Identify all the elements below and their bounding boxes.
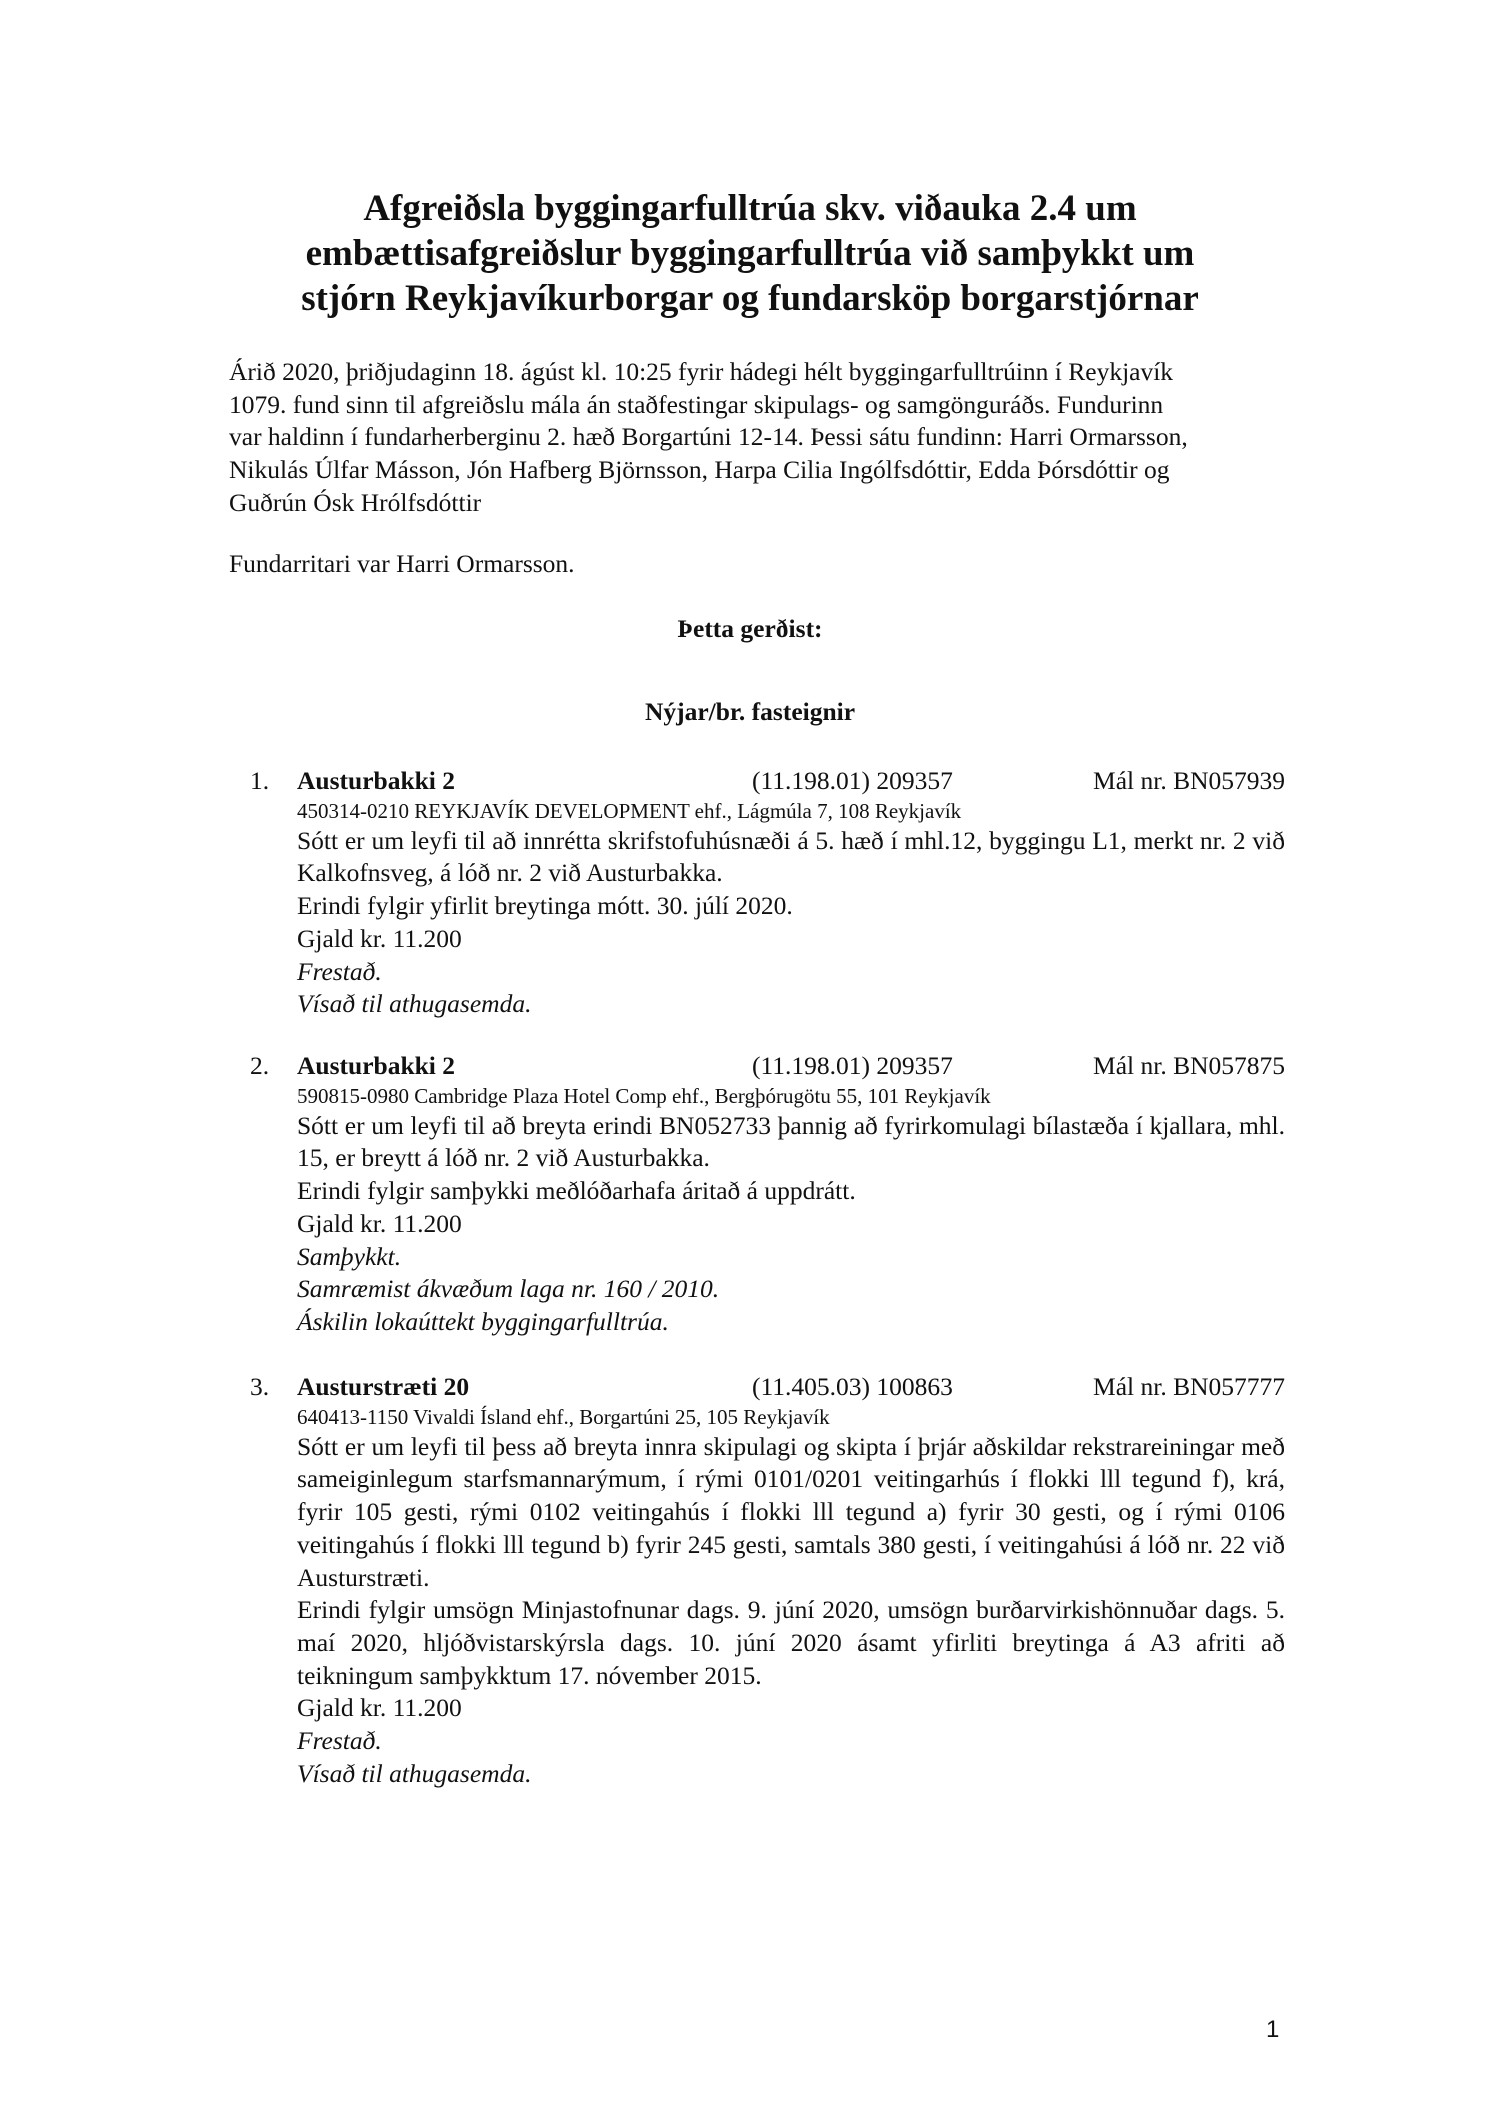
title-line: Afgreiðsla byggingarfulltrúa skv. viðauka 2.4 um [363,188,1137,229]
attachments: Erindi fylgir umsögn Minjastofnunar dags. 9. júní 2020, umsögn burðarvirkishönnuðar dags. 5. maí 2020, hljóðvistarskýrsla dags. 10. júní 2020 ásamt yfirliti breytinga á A3 afriti að teikningum samþykktum 17. nóvember 2015. [297,1595,1285,1690]
decision: Samþykkt. [297,1241,402,1271]
property-name: Austurbakki 2 [297,1051,456,1080]
intro-line: Guðrún Ósk Hrólfsdóttir [229,487,482,517]
item-number: 1. [250,766,270,795]
applicant: 640413-1150 Vivaldi Ísland ehf., Borgartúni 25, 105 Reykjavík [297,1404,830,1429]
case-item [250,1371,1285,1790]
title-line: embættisafgreiðslur byggingarfulltrúa við samþykkt um [305,233,1195,274]
property-code: (11.198.01) 209357 [752,1051,953,1080]
property-name: Austurbakki 2 [297,766,456,795]
property-code: (11.405.03) 100863 [752,1372,953,1401]
decision: Frestað. [297,1726,382,1756]
intro-line: Nikulás Úlfar Másson, Jón Hafberg Björnsson, Harpa Cilia Ingólfsdóttir, Edda Þórsdóttir og [229,455,1170,485]
item-number: 2. [250,1051,270,1080]
case-item [250,765,1285,1021]
case-item [250,1050,1285,1339]
property-code: (11.198.01) 209357 [752,766,953,795]
applicant: 450314-0210 REYKJAVÍK DEVELOPMENT ehf., Lágmúla 7, 108 Reykjavík [297,798,962,823]
attachments: Erindi fylgir yfirlit breytinga mótt. 30. júlí 2020. [297,891,793,921]
description: Sótt er um leyfi til að innrétta skrifstofuhúsnæði á 5. hæð í mhl.12, byggingu L1, merkt nr. 2 við Kalkofnsveg, á lóð nr. 2 við Austurbakka. [297,825,1285,888]
description: Sótt er um leyfi til að breyta erindi BN052733 þannig að fyrirkomulagi bílastæða í kjallara, mhl. 15, er breytt á lóð nr. 2 við Austurbakka. [297,1110,1285,1173]
decision-note: Áskilin lokaúttekt byggingarfulltrúa. [297,1306,669,1336]
case-number: Mál nr. BN057939 [1093,766,1285,795]
case-number: Mál nr. BN057777 [1093,1372,1285,1401]
section-heading: Þetta gerðist: [677,614,823,643]
decision: Frestað. [297,956,382,986]
fee: Gjald kr. 11.200 [297,1208,462,1238]
decision-note: Samræmist ákvæðum laga nr. 160 / 2010. [297,1274,720,1304]
title-line: stjórn Reykjavíkurborgar og fundarsköp borgarstjórnar [301,278,1199,319]
property-name: Austurstræti 20 [297,1372,470,1401]
intro-line: 1079. fund sinn til afgreiðslu mála án staðfestingar skipulags- og samgönguráðs. Fundurinn [229,389,1164,419]
description: Sótt er um leyfi til þess að breyta innra skipulagi og skipta í þrjár aðskildar rekstrareiningar með sameiginlegum starfsmannarýmum, í rými 0101/0201 veitingarhús í flokki lll tegund f), krá, fyrir 105 gesti, rými 0102 veitingahús í flokki lll tegund a) fyrir 30 gesti, og í rými 0106 veitingahús í flokki lll tegund b) fyrir 245 gesti, samtals 380 gesti, í veitingahúsi á lóð nr. 22 við Austurstræti. [297,1431,1285,1592]
applicant: 590815-0980 Cambridge Plaza Hotel Comp ehf., Bergþórugötu 55, 101 Reykjavík [297,1083,991,1108]
fee: Gjald kr. 11.200 [297,1693,462,1723]
secretary-line: Fundarritari var Harri Ormarsson. [229,549,575,578]
case-number: Mál nr. BN057875 [1093,1051,1285,1080]
page-number: 1 [1266,2016,1280,2043]
decision-note: Vísað til athugasemda. [297,989,532,1019]
intro-line: Árið 2020, þriðjudaginn 18. ágúst kl. 10:25 fyrir hádegi hélt byggingarfulltrúinn í Reykjavík [229,357,1174,386]
item-number: 3. [250,1372,270,1401]
decision-note: Vísað til athugasemda. [297,1758,532,1788]
document-title [200,186,1300,321]
attachments: Erindi fylgir samþykki meðlóðarhafa áritað á uppdrátt. [297,1176,856,1206]
fee: Gjald kr. 11.200 [297,923,462,953]
subsection-heading: Nýjar/br. fasteignir [644,697,856,726]
intro-line: var haldinn í fundarherberginu 2. hæð Borgartúni 12-14. Þessi sátu fundinn: Harri Ormarsson, [229,422,1188,452]
intro-paragraph [229,356,1289,520]
